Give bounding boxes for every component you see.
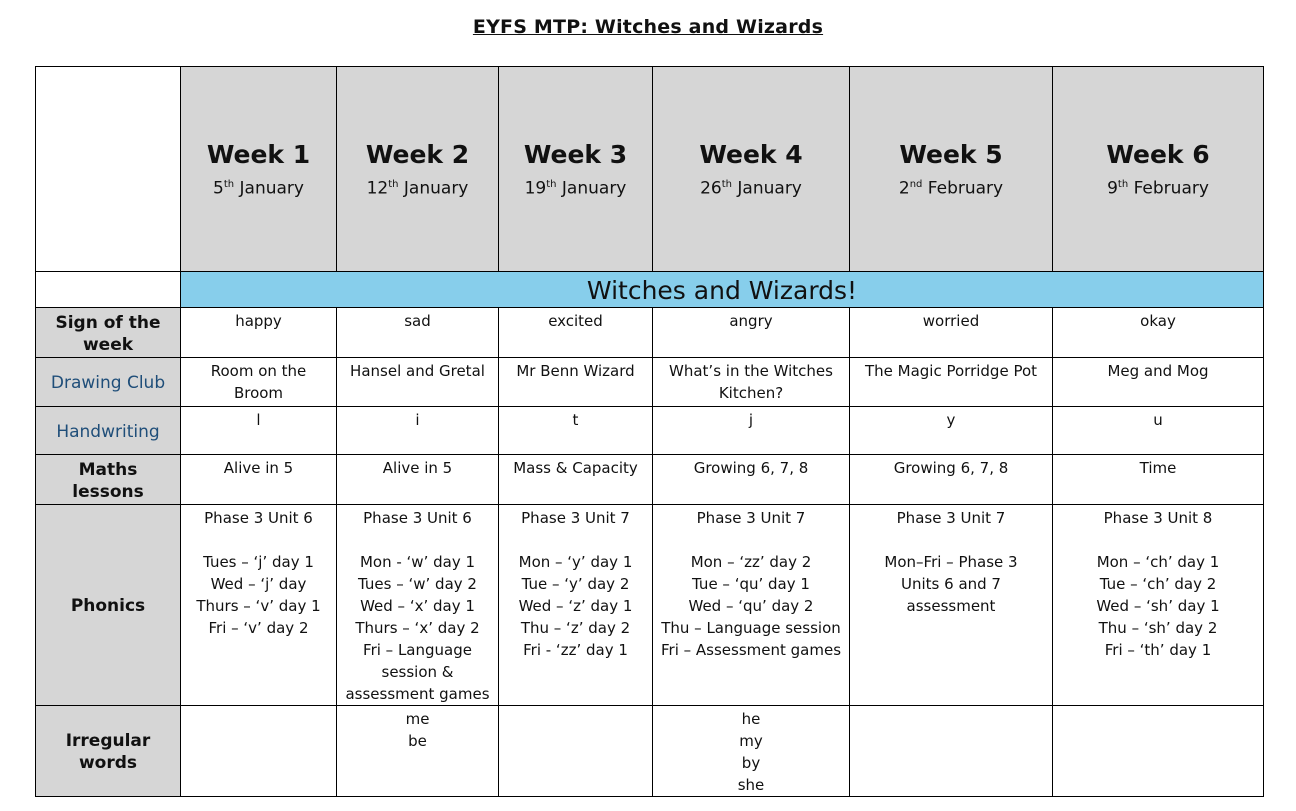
maths-row: [36, 455, 1264, 505]
drawing-cell: Mr Benn Wizard: [499, 358, 653, 407]
week-header-row: [36, 67, 1264, 272]
phonics-line: Tue – ‘qu’ day 1: [692, 575, 810, 593]
irregular-word: by: [741, 754, 761, 772]
week-date: 19th January: [524, 178, 627, 199]
phonics-line: Fri – Language: [363, 641, 472, 659]
phonics-cell: [653, 505, 850, 706]
topic-banner-row: [36, 272, 1264, 308]
week-date: 2nd February: [898, 178, 1004, 199]
handwriting-cell: u: [1053, 407, 1264, 455]
irregular-words-row: [36, 706, 1264, 797]
phonics-cell: [337, 505, 499, 706]
irregular-cell: [850, 706, 1053, 797]
phonics-line: Fri – Assessment games: [660, 641, 842, 659]
phonics-line: Tue – ‘ch’ day 2: [1099, 575, 1217, 593]
week-header-3: [499, 67, 653, 272]
row-header-irregular-words: Irregular words: [36, 706, 181, 797]
phonics-unit: Phase 3 Unit 6: [363, 509, 472, 527]
phonics-line: Thu – ‘sh’ day 2: [1098, 619, 1218, 637]
drawing-cell: Meg and Mog: [1053, 358, 1264, 407]
week-header-5: [850, 67, 1053, 272]
topic-banner: Witches and Wizards!: [181, 272, 1264, 308]
phonics-line: Mon – ‘ch’ day 1: [1096, 553, 1220, 571]
phonics-line: Wed – ‘j’ day: [210, 575, 307, 593]
drawing-club-row: [36, 358, 1264, 407]
sign-cell: sad: [337, 308, 499, 358]
phonics-line: Mon - ‘w’ day 1: [359, 553, 476, 571]
phonics-unit: Phase 3 Unit 7: [696, 509, 806, 527]
phonics-line: Tues – ‘j’ day 1: [203, 553, 314, 571]
handwriting-row: [36, 407, 1264, 455]
maths-cell: Growing 6, 7, 8: [653, 455, 850, 505]
drawing-cell: The Magic Porridge Pot: [850, 358, 1053, 407]
phonics-line: Fri - ‘zz’ day 1: [523, 641, 628, 659]
irregular-cell: [181, 706, 337, 797]
phonics-cell: [1053, 505, 1264, 706]
week-label: Week 5: [899, 140, 1003, 170]
phonics-unit: Phase 3 Unit 7: [521, 509, 630, 527]
week-header-4: [653, 67, 850, 272]
phonics-line: Thu – ‘z’ day 2: [520, 619, 631, 637]
sign-cell: okay: [1053, 308, 1264, 358]
maths-cell: Growing 6, 7, 8: [850, 455, 1053, 505]
week-label: Week 1: [206, 140, 311, 170]
phonics-cell: [499, 505, 653, 706]
phonics-line: Units 6 and 7: [901, 575, 1001, 593]
week-date: 26th January: [700, 178, 802, 199]
irregular-cell: [653, 706, 850, 797]
handwriting-cell: j: [653, 407, 850, 455]
phonics-line: Fri – ‘th’ day 1: [1104, 641, 1212, 659]
row-header-maths: Maths lessons: [36, 455, 181, 505]
row-header-sign: Sign of the week: [36, 308, 181, 358]
week-date: 5th January: [213, 178, 304, 199]
phonics-row: [36, 505, 1264, 706]
corner-cell: [36, 67, 181, 272]
phonics-line: assessment games: [345, 685, 490, 703]
phonics-line: Fri – ‘v’ day 2: [208, 619, 309, 637]
page-title: EYFS MTP: Witches and Wizards: [472, 16, 824, 38]
phonics-cell: [181, 505, 337, 706]
phonics-line: Tues – ‘w’ day 2: [358, 575, 477, 593]
phonics-unit: Phase 3 Unit 6: [204, 509, 313, 527]
drawing-cell: Hansel and Gretal: [337, 358, 499, 407]
row-header-phonics: Phonics: [36, 505, 181, 706]
phonics-line: Wed – ‘x’ day 1: [360, 597, 475, 615]
phonics-line: Mon – ‘zz’ day 2: [690, 553, 812, 571]
week-header-6: [1053, 67, 1264, 272]
maths-cell: Alive in 5: [181, 455, 337, 505]
week-label: Week 4: [699, 140, 803, 170]
row-header-handwriting: Handwriting: [36, 407, 181, 455]
irregular-word: he: [741, 710, 761, 728]
row-header-drawing-club: Drawing Club: [36, 358, 181, 407]
phonics-line: Wed – ‘z’ day 1: [518, 597, 633, 615]
phonics-line: Thurs – ‘x’ day 2: [355, 619, 480, 637]
handwriting-cell: i: [337, 407, 499, 455]
irregular-word: my: [739, 732, 763, 750]
maths-cell: Mass & Capacity: [499, 455, 653, 505]
sign-cell: angry: [653, 308, 850, 358]
banner-empty-cell: [36, 272, 181, 308]
week-label: Week 3: [523, 140, 628, 170]
handwriting-cell: l: [181, 407, 337, 455]
phonics-line: session &: [381, 663, 454, 681]
drawing-cell: Room on the Broom: [181, 358, 337, 407]
sign-of-week-row: [36, 308, 1264, 358]
medium-term-plan-table: [35, 66, 1264, 797]
irregular-cell: [499, 706, 653, 797]
phonics-line: Tue – ‘y’ day 2: [521, 575, 630, 593]
week-label: Week 6: [1106, 140, 1210, 170]
irregular-cell: [1053, 706, 1264, 797]
handwriting-cell: y: [850, 407, 1053, 455]
phonics-line: assessment: [906, 597, 996, 615]
handwriting-cell: t: [499, 407, 653, 455]
week-date: 12th January: [366, 178, 469, 199]
phonics-cell: [850, 505, 1053, 706]
week-label: Week 2: [365, 140, 470, 170]
maths-cell: Alive in 5: [337, 455, 499, 505]
irregular-word: be: [408, 732, 427, 750]
drawing-cell: What’s in the Witches Kitchen?: [653, 358, 850, 407]
phonics-line: Thu – Language session: [661, 619, 841, 637]
phonics-line: Wed – ‘sh’ day 1: [1096, 597, 1220, 615]
phonics-line: Wed – ‘qu’ day 2: [688, 597, 814, 615]
irregular-word: she: [737, 776, 765, 794]
irregular-cell: [337, 706, 499, 797]
phonics-line: Mon – ‘y’ day 1: [518, 553, 633, 571]
phonics-line: Thurs – ‘v’ day 1: [196, 597, 321, 615]
irregular-word: me: [405, 710, 430, 728]
week-header-1: [181, 67, 337, 272]
sign-cell: worried: [850, 308, 1053, 358]
phonics-line: Mon–Fri – Phase 3: [884, 553, 1018, 571]
phonics-unit: Phase 3 Unit 8: [1103, 509, 1213, 527]
sign-cell: excited: [499, 308, 653, 358]
sign-cell: happy: [181, 308, 337, 358]
maths-cell: Time: [1053, 455, 1264, 505]
week-header-2: [337, 67, 499, 272]
phonics-unit: Phase 3 Unit 7: [896, 509, 1006, 527]
week-date: 9th February: [1107, 178, 1209, 199]
